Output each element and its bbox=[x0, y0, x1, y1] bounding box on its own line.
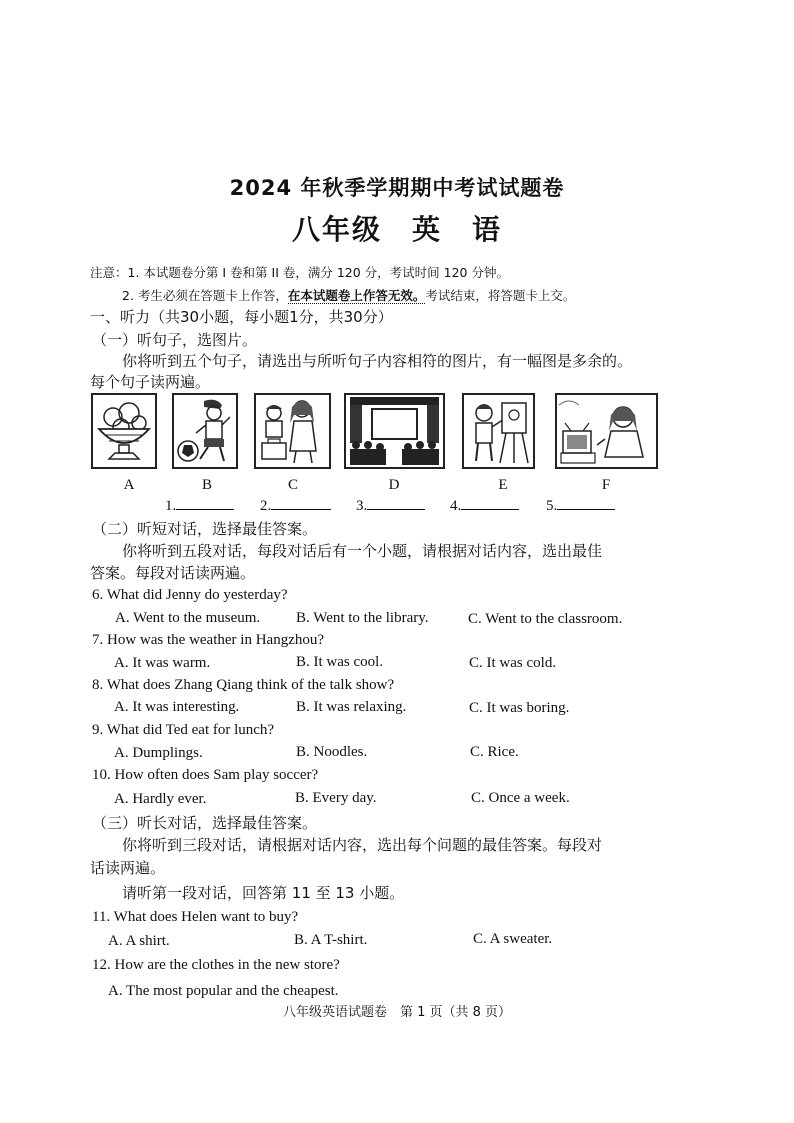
picture-e bbox=[462, 393, 535, 469]
answer-blank-3[interactable] bbox=[356, 497, 425, 515]
picture-a-label: A bbox=[123, 477, 135, 493]
q7-option-a[interactable]: A. It was warm. bbox=[114, 655, 211, 671]
q12-option-a[interactable]: A. The most popular and the cheapest. bbox=[108, 983, 339, 999]
question-9: 9. What did Ted eat for lunch? bbox=[92, 722, 275, 738]
part3-instruction-1: 你将听到三段对话，请根据对话内容，选出每个问题的最佳答案。每段对 bbox=[122, 836, 603, 854]
answer-blank-number: 2. bbox=[260, 498, 272, 514]
question-10: 10. How often does Sam play soccer? bbox=[92, 767, 319, 783]
part3-instruction-2: 话读两遍。 bbox=[90, 859, 166, 877]
question-8: 8. What does Zhang Qiang think of the talk show? bbox=[92, 677, 395, 693]
exam-subtitle: 八年级 英 语 bbox=[291, 213, 502, 246]
q11-option-a[interactable]: A. A shirt. bbox=[108, 933, 170, 949]
cinema-audience-icon bbox=[346, 395, 443, 467]
section-heading: 一、听力（共30小题，每小题1分，共30分） bbox=[90, 308, 393, 326]
question-6: 6. What did Jenny do yesterday? bbox=[92, 587, 288, 603]
boy-painting-icon bbox=[464, 395, 533, 467]
picture-b-label: B bbox=[201, 477, 212, 493]
q6-option-a[interactable]: A. Went to the museum. bbox=[115, 610, 261, 626]
answer-blank-number: 4. bbox=[450, 498, 462, 514]
answer-blank-number: 3. bbox=[356, 498, 368, 514]
part2-heading: （二）听短对话，选择最佳答案。 bbox=[92, 520, 318, 538]
q10-option-b[interactable]: B. Every day. bbox=[295, 790, 377, 806]
q11-option-c[interactable]: C. A sweater. bbox=[473, 931, 553, 947]
q9-option-b[interactable]: B. Noodles. bbox=[296, 744, 368, 760]
part3-heading: （三）听长对话，选择最佳答案。 bbox=[92, 814, 318, 832]
notes-line-2 bbox=[122, 286, 575, 304]
notes-line-1 bbox=[90, 263, 509, 281]
picture-d bbox=[344, 393, 445, 469]
notes-item-2a: 2. 考生必须在答题卡上作答， bbox=[122, 288, 288, 303]
q8-option-a[interactable]: A. It was interesting. bbox=[114, 699, 240, 715]
answer-blank-4[interactable] bbox=[450, 497, 519, 515]
question-12: 12. How are the clothes in the new store? bbox=[92, 957, 340, 973]
question-7: 7. How was the weather in Hangzhou? bbox=[92, 632, 325, 648]
notes-item-2b: 在本试题卷上作答无效。 bbox=[287, 288, 426, 303]
q10-option-a[interactable]: A. Hardly ever. bbox=[114, 791, 207, 807]
q7-option-b[interactable]: B. It was cool. bbox=[296, 654, 384, 670]
answer-blank-5[interactable] bbox=[546, 497, 615, 515]
picture-f-label: F bbox=[601, 477, 611, 493]
part1-instruction-1: 你将听到五个句子，请选出与所听句子内容相符的图片，有一幅图是多余的。 bbox=[122, 352, 633, 370]
picture-b bbox=[172, 393, 238, 469]
exam-title: 2024 年秋季学期期中考试试题卷 bbox=[229, 176, 565, 200]
picture-c-label: C bbox=[287, 477, 298, 493]
q6-option-c[interactable]: C. Went to the classroom. bbox=[468, 611, 623, 627]
part1-heading: （一）听句子，选图片。 bbox=[92, 331, 258, 349]
q8-option-b[interactable]: B. It was relaxing. bbox=[296, 699, 407, 715]
picture-d-label: D bbox=[388, 477, 400, 493]
q9-option-a[interactable]: A. Dumplings. bbox=[114, 745, 203, 761]
q6-option-b[interactable]: B. Went to the library. bbox=[296, 610, 429, 626]
picture-e-label: E bbox=[498, 477, 508, 493]
q10-option-c[interactable]: C. Once a week. bbox=[471, 790, 570, 806]
answer-blank-number: 1. bbox=[165, 498, 177, 514]
page-footer: 八年级英语试题卷 第 1 页（共 8 页） bbox=[282, 1005, 512, 1020]
girl-watching-tv-icon bbox=[557, 395, 656, 467]
notes-prefix: 注意： bbox=[90, 265, 128, 280]
picture-a bbox=[91, 393, 157, 469]
answer-blank-2[interactable] bbox=[260, 497, 331, 515]
answer-blank-1[interactable] bbox=[165, 497, 234, 515]
q7-option-c[interactable]: C. It was cold. bbox=[469, 655, 557, 671]
part3-instruction-3: 请听第一段对话，回答第 11 至 13 小题。 bbox=[122, 884, 405, 902]
q11-option-b[interactable]: B. A T-shirt. bbox=[294, 932, 368, 948]
fruit-bowl-icon bbox=[93, 395, 155, 467]
notes-item-1: 1. 本试题卷分第 I 卷和第 II 卷，满分 120 分，考试时间 120 分钟。 bbox=[127, 265, 509, 280]
q8-option-c[interactable]: C. It was boring. bbox=[469, 700, 570, 716]
part2-instruction-1: 你将听到五段对话，每段对话后有一个小题，请根据对话内容，选出最佳 bbox=[122, 542, 603, 560]
question-11: 11. What does Helen want to buy? bbox=[92, 909, 299, 925]
q9-option-c[interactable]: C. Rice. bbox=[470, 744, 519, 760]
boy-playing-soccer-icon bbox=[174, 395, 236, 467]
part1-instruction-2: 每个句子读两遍。 bbox=[90, 373, 211, 391]
picture-c bbox=[254, 393, 331, 469]
mother-and-child-packing-icon bbox=[256, 395, 329, 467]
picture-f bbox=[555, 393, 658, 469]
part2-instruction-2: 答案。每段对话读两遍。 bbox=[90, 564, 256, 582]
notes-item-2c: 考试结束，将答题卡上交。 bbox=[425, 288, 576, 303]
answer-blank-number: 5. bbox=[546, 498, 558, 514]
